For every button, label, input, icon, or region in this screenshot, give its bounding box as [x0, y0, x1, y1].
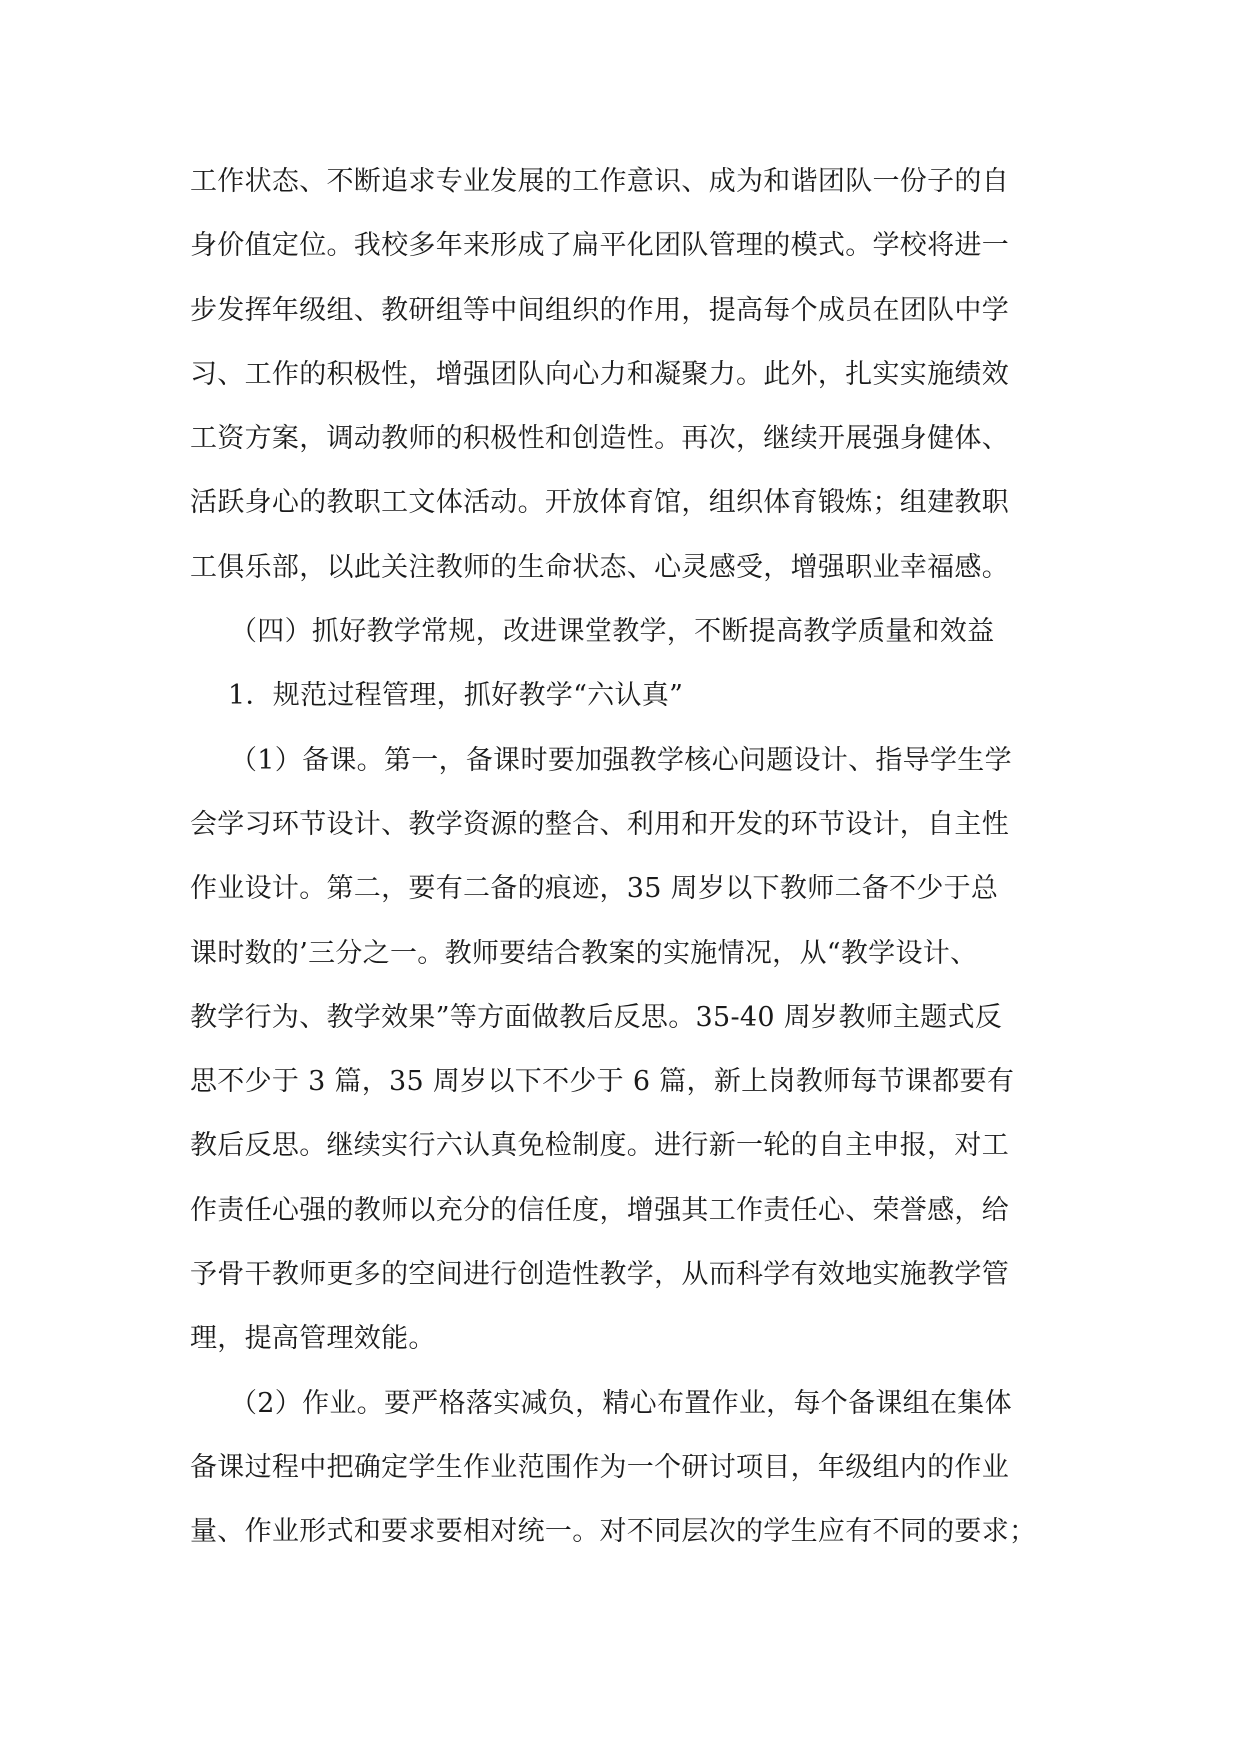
text-line: 教学行为、教学效果”等方面做教后反思。35-40 周岁教师主题式反 [190, 1001, 1003, 1033]
text-line: 课时数的’三分之一。教师要结合教案的实施情况，从“教学设计、 [190, 937, 978, 969]
text-line: 教后反思。继续实行六认真免检制度。进行新一轮的自主申报，对工 [190, 1130, 1009, 1162]
text-line: 工作状态、不断追求专业发展的工作意识、成为和谐团队一份子的自 [190, 166, 1009, 197]
subsection-heading: 1．规范过程管理，抓好教学“六认真” [228, 680, 684, 712]
text-line: 予骨干教师更多的空间进行创造性教学，从而科学有效地实施教学管 [190, 1259, 1009, 1291]
text-line: 理，提高管理效能。 [190, 1323, 436, 1355]
text-line: 工俱乐部，以此关注教师的生命状态、心灵感受，增强职业幸福感。 [190, 551, 1009, 583]
text-line: 习、工作的积极性，增强团队向心力和凝聚力。此外，扎实实施绩效 [190, 358, 1009, 390]
text-line: 工资方案，调动教师的积极性和创造性。再次，继续开展强身健体、 [190, 423, 1009, 455]
text-line: 作责任心强的教师以充分的信任度，增强其工作责任心、荣誉感，给 [190, 1194, 1009, 1226]
paragraph-start: （1）备课。第一，备课时要加强教学核心问题设计、指导学生学 [230, 744, 1012, 776]
text-line: 步发挥年级组、教研组等中间组织的作用，提高每个成员在团队中学 [190, 294, 1009, 326]
text-line: 思不少于 3 篇，35 周岁以下不少于 6 篇，新上岗教师每节课都要有 [190, 1066, 1015, 1098]
text-line: 备课过程中把确定学生作业范围作为一个研讨项目，年级组内的作业 [190, 1451, 1009, 1483]
text-line: 活跃身心的教职工文体活动。开放体育馆，组织体育锻炼；组建教职 [190, 487, 1009, 519]
section-heading: （四）抓好教学常规，改进课堂教学，不断提高教学质量和效益 [230, 616, 995, 648]
text-line: 量、作业形式和要求要相对统一。对不同层次的学生应有不同的要求； [190, 1516, 1037, 1548]
text-line: 身价值定位。我校多年来形成了扁平化团队管理的模式。学校将进一 [190, 230, 1009, 262]
text-line: 作业设计。第二，要有二备的痕迹，35 周岁以下教师二备不少于总 [190, 873, 999, 905]
paragraph-start: （2）作业。要严格落实减负，精心布置作业，每个备课组在集体 [230, 1387, 1012, 1419]
body-text [190, 150, 1060, 1565]
text-line: 会学习环节设计、教学资源的整合、利用和开发的环节设计，自主性 [190, 808, 1009, 840]
